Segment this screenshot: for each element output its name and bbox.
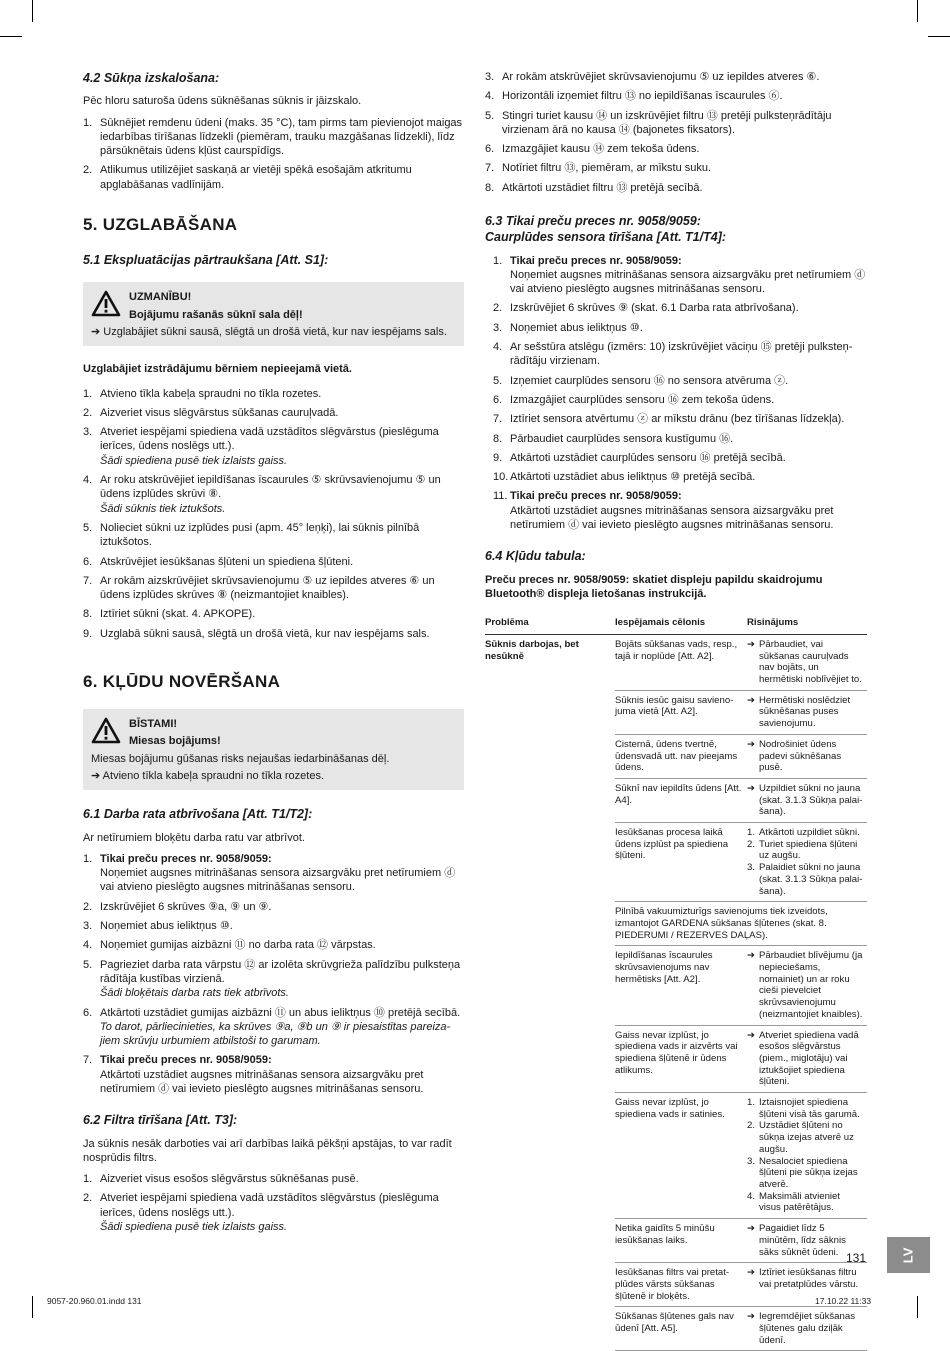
solution-cell <box>747 690 867 734</box>
solution-line <box>747 1311 863 1346</box>
solution-text: Atveriet spiediena vadā esošos slēgvārstus (piem., miglotāju) vai iztukšojiet spiediena šļūteni. <box>759 1029 859 1088</box>
language-tab: LV <box>887 1237 930 1273</box>
step-number: 6. <box>485 143 495 156</box>
step-text <box>510 393 867 407</box>
problem-cell: Sūknis darbojas, bet nesūknē <box>485 638 579 662</box>
step-body: Aizveriet visus esošos slēgvārstus sūknēšanas pusē. <box>100 1173 359 1186</box>
list-item <box>493 321 867 335</box>
step-body: Nolieciet sūkni uz izplūdes pusi (apm. 45° leņķi), lai sūknis pilnībā iztukšotos. <box>100 521 420 549</box>
step-text <box>510 321 867 335</box>
step-result: Šādi spiediena pusē tiek izlaists gaiss. <box>100 454 288 467</box>
list-item <box>83 387 464 401</box>
list-item <box>83 574 464 603</box>
table-header-solution: Risinājums <box>747 617 867 634</box>
solution-cell <box>747 634 867 690</box>
left-column <box>83 70 464 1242</box>
solution-cell <box>747 823 867 902</box>
list-item <box>493 432 867 446</box>
step-body: Izskrūvējiet 6 skrūves ⑨ (skat. 6.1 Darba rata atbrīvošana). <box>510 302 799 315</box>
section-6-3-subtitle: Caurplūdes sensora tīrīšana [Att. T1/T4]: <box>485 230 727 245</box>
page-number: 131 <box>846 1251 867 1265</box>
step-heading: Tikai preču preces nr. 9058/9059: <box>100 852 272 865</box>
solution-line <box>747 695 863 730</box>
step-text <box>100 521 464 550</box>
step-number: 1. <box>83 852 93 865</box>
section-6-2-steps <box>83 1172 464 1234</box>
step-body: Ar sešstūra atslēgu (izmērs: 10) izskrūvējiet vāciņu ⑮ pretēji pulksteņrādītāju virzienam. <box>510 341 853 368</box>
step-text <box>510 489 867 532</box>
crop-mark <box>928 36 950 37</box>
caution-instruction: ➔ Uzglabājiet sūkni sausā, slēgtā un drošā vietā, kur nav iespējams sals. <box>91 325 447 338</box>
section-6-title: 6. KĻŪDU NOVĒRŠANA <box>83 672 281 692</box>
solution-step <box>747 827 863 839</box>
solution-step-text: Iztaisnojiet spiediena šļūteni visā tās garumā. <box>759 1097 860 1120</box>
danger-subtitle: Miesas bojājums! <box>129 735 221 748</box>
solution-text: Nodrošiniet ūdens padevi sūknēšanas pusē. <box>759 738 842 774</box>
list-item <box>493 254 867 297</box>
section-5-1-title: 5.1 Ekspluatācijas pārtraukšana [Att. S1]: <box>83 253 329 268</box>
solution-text: Hermētiski noslēdziet sūknēšanas puses savienojumu. <box>759 694 851 730</box>
cause-cell: Iesūkšanas filtrs vai pretatplūdes vārsts sūkšanas šļūtenē ir bloķēts. <box>615 1263 747 1307</box>
solution-steps <box>747 827 863 897</box>
warning-triangle-icon <box>91 717 121 744</box>
cause-cell: Gaiss nevar izplūst, jo spiediena vads ir aizvērts vai spiediena šļūtenē ir ūdens atlikums. <box>615 1025 747 1093</box>
step-number: 1. <box>83 1173 93 1186</box>
list-item <box>83 938 464 952</box>
solution-line <box>747 1030 863 1089</box>
warning-triangle-icon <box>91 290 121 317</box>
solution-step-number: 4. <box>747 1190 756 1202</box>
step-number: 5. <box>83 521 93 534</box>
list-item <box>493 489 867 532</box>
step-number: 8. <box>83 608 93 621</box>
step-body: Atskrūvējiet iesūkšanas šļūteni un spiediena šļūteni. <box>100 555 354 568</box>
step-body: Atkārtoti uzstādiet augsnes mitrināšanas sensora aizsargvāku pret netīrumiem ⓓ vai ievieto pieslēgto augsnes mitrināšanas sensoru. <box>100 1068 424 1095</box>
section-6-2-steps-continued <box>485 70 867 195</box>
step-number: 2. <box>83 900 93 913</box>
step-number: 1. <box>83 116 93 129</box>
list-item <box>493 470 867 484</box>
step-text <box>502 181 867 195</box>
list-item <box>83 607 464 621</box>
solution-step-number: 3. <box>747 862 756 874</box>
step-number: 2. <box>493 302 503 315</box>
step-text <box>502 89 867 103</box>
step-text <box>100 958 464 1001</box>
caution-box <box>83 282 464 346</box>
arrow-icon: ➔ <box>91 325 101 338</box>
section-6-2-title: 6.2 Filtra tīrīšana [Att. T3]: <box>83 1113 238 1128</box>
solution-cell <box>747 1093 867 1219</box>
step-body: Atvieno tīkla kabeļa spraudni no tīkla rozetes. <box>100 387 322 400</box>
step-number: 3. <box>83 426 93 439</box>
step-text <box>100 852 464 895</box>
list-item <box>83 163 464 192</box>
solution-cell <box>747 1025 867 1093</box>
list-item <box>83 521 464 550</box>
step-number: 7. <box>83 1054 93 1067</box>
solution-line <box>747 1267 863 1290</box>
solution-step-number: 1. <box>747 827 756 839</box>
step-body: Iztīriet sūkni (skat. 4. APKOPE). <box>100 608 256 621</box>
step-body: Noņemiet abus ieliktņus ⑩. <box>510 321 643 334</box>
list-item <box>485 109 867 138</box>
step-number: 1. <box>83 387 93 400</box>
step-text <box>510 374 867 388</box>
step-body: Iztīriet sensora atvērtumu ⓩ ar mīkstu drānu (bez tīrīšanas līdzekļa). <box>510 413 845 426</box>
list-item <box>83 852 464 895</box>
list-item <box>83 555 464 569</box>
list-item <box>485 142 867 156</box>
step-text <box>100 406 464 420</box>
arrow-icon: ➔ <box>747 1029 756 1041</box>
cause-cell: Bojāts sūkšanas vads, resp., tajā ir noplūde [Att. A2]. <box>615 634 747 690</box>
solution-text: Pārbaudiet blīvējumu (ja nepieciešams, nomainiet) un ar roku cieši pievelciet skrūvsavienojumu (neizmantojiet knaibles). <box>759 950 863 1020</box>
footer-date: 17.10.22 11:33 <box>815 1296 872 1306</box>
step-text <box>510 451 867 465</box>
crop-mark <box>0 36 22 37</box>
section-6-1-intro: Ar netīrumiem bloķētu darba ratu var atbrīvot. <box>83 831 305 844</box>
cause-cell: Sūkšanas šļūtenes gals nav ūdenī [Att. A5]. <box>615 1307 747 1351</box>
section-4-2-intro: Pēc hloru saturoša ūdens sūknēšanas sūknis ir jāizskalo. <box>83 95 362 108</box>
step-number: 4. <box>493 341 503 354</box>
list-item <box>83 116 464 159</box>
solution-step-text: Nesalociet spiediena šļūteni pie sūkņa izejas atverē. <box>759 1155 858 1190</box>
step-text <box>100 163 464 192</box>
step-text <box>100 1172 464 1186</box>
child-safety-note: Uzglabājiet izstrādājumu bērniem nepieejamā vietā. <box>83 363 352 376</box>
arrow-icon: ➔ <box>747 738 756 750</box>
step-text <box>100 627 464 641</box>
arrow-icon: ➔ <box>747 950 756 962</box>
arrow-icon: ➔ <box>747 1311 756 1323</box>
solution-step-text: Maksimāli atvieniet visus patērētājus. <box>759 1190 841 1214</box>
step-number: 8. <box>493 432 503 445</box>
solution-step <box>747 1120 863 1155</box>
step-number: 9. <box>493 451 503 464</box>
step-body: Atlikumus utilizējiet saskaņā ar vietēji spēkā esošajām atkritumu apglabāšanas vadlīnijām. <box>100 164 412 191</box>
step-body: Aizveriet visus slēgvārstus sūkšanas cauruļvadā. <box>100 406 339 419</box>
step-heading: Tikai preču preces nr. 9058/9059: <box>100 1054 272 1067</box>
step-number: 7. <box>485 162 495 175</box>
step-body: Ar rokām atskrūvējiet skrūvsavienojumu ⑤ uz iepildes atveres ⑥. <box>502 71 820 83</box>
step-body: Ar rokām aizskrūvējiet skrūvsavienojumu ⑤ uz iepildes atveres ⑥ un ūdens izplūdes skrūves ⑧ (neizmantojiet knaibles). <box>100 574 435 602</box>
solution-text: Iztīriet iesūkšanas filtru vai pretatplūdes vārstu. <box>759 1267 859 1290</box>
solution-step-text: Uzstādiet šļūteni no sūkņa izejas atverē uz augšu. <box>759 1120 854 1155</box>
list-item <box>485 161 867 175</box>
arrow-icon: ➔ <box>91 770 101 782</box>
crop-mark <box>32 1296 33 1318</box>
step-number: 6. <box>493 393 503 406</box>
step-number: 3. <box>83 920 93 933</box>
solution-step <box>747 839 863 862</box>
step-number: 2. <box>83 1192 93 1205</box>
arrow-icon: ➔ <box>747 1223 756 1235</box>
step-number: 5. <box>83 958 93 971</box>
solution-cell <box>747 734 867 778</box>
solution-text: Pārbaudiet, vai sūkšanas cauruļvads nav bojāts, un hermētiski noblīvējiet to. <box>759 638 862 685</box>
step-body: Noņemiet gumijas aizbāzni ⑪ no darba rata ⑫ vārpstas. <box>100 939 376 952</box>
step-body: Horizontāli izņemiet filtru ⑬ no iepildīšanas īscaurules ⑥. <box>502 90 783 103</box>
step-text <box>100 473 464 516</box>
step-text <box>100 387 464 401</box>
step-number: 9. <box>83 627 93 640</box>
step-text <box>502 161 867 175</box>
list-item <box>83 1006 464 1049</box>
section-5-title: 5. UZGLABĀŠANA <box>83 215 238 235</box>
step-body: Atveriet iespējami spiediena vadā uzstādītos slēgvārstus (pieslēguma ierīces, ūdens noslēgs utt.). <box>100 426 439 453</box>
step-heading: Tikai preču preces nr. 9058/9059: <box>510 254 682 267</box>
step-text <box>100 425 464 468</box>
step-text <box>100 607 464 621</box>
step-result: Šādi sūknis tiek iztukšots. <box>100 502 226 515</box>
cause-cell: Gaiss nevar izplūst, jo spiediena vads ir satinies. <box>615 1093 747 1219</box>
step-body: Atkārtoti uzstādiet filtru ⑬ pretējā secībā. <box>502 181 703 194</box>
solution-step-number: 3. <box>747 1155 756 1167</box>
step-body: Izmazgājiet caurplūdes sensoru ⑯ zem tekoša ūdens. <box>510 393 775 406</box>
solution-step-number: 2. <box>747 838 756 850</box>
section-6-3-title: 6.3 Tikai preču preces nr. 9058/9059: <box>485 214 701 229</box>
list-item <box>493 393 867 407</box>
step-text <box>510 301 867 315</box>
section-6-3-steps <box>485 254 867 533</box>
section-6-1-steps <box>83 852 464 1096</box>
step-body: Stingri turiet kausu ⑭ un izskrūvējiet filtru ⑬ pretēji pulksteņrādītāju virzienam ārā no kausa ⑭ (bajonetes fiksators). <box>502 109 832 136</box>
list-item <box>83 425 464 468</box>
step-number: 7. <box>493 413 503 426</box>
error-table <box>485 617 867 1351</box>
step-number: 4. <box>485 90 495 103</box>
step-heading: Tikai preču preces nr. 9058/9059: <box>510 490 682 503</box>
step-body: Atveriet iespējami spiediena vadā uzstādītos slēgvārstus (pieslēguma ierīces, ūdens noslēgs utt.). <box>100 1192 439 1219</box>
solution-cell <box>747 1307 867 1351</box>
caution-title: UZMANĪBU! <box>129 291 192 304</box>
list-item <box>83 1191 464 1234</box>
footer-file-info: 9057-20.960.01.indd 131 <box>47 1296 142 1306</box>
step-body: Ar roku atskrūvējiet iepildīšanas īscaurules ⑤ skrūvsavienojumu ⑤ un ūdens izplūdes skrūvi ⑧. <box>100 474 441 501</box>
step-body: Atkārtoti uzstādiet abus ieliktņus ⑩ pretējā secībā. <box>510 471 756 484</box>
crop-mark <box>917 0 918 22</box>
error-table-body <box>485 634 867 1351</box>
step-body: Atkārtoti uzstādiet gumijas aizbāzni ⑪ un abus ieliktņus ⑩ pretējā secībā. <box>100 1006 461 1019</box>
step-result: Šādi spiediena pusē tiek izlaists gaiss. <box>100 1221 288 1234</box>
step-body: Uzglabā sūkni sausā, slēgtā un drošā vietā, kur nav iespējams sals. <box>100 627 430 640</box>
solution-step-text: Turiet spiediena šļūteni uz augšu. <box>759 838 858 862</box>
step-body: Atkārtoti uzstādiet augsnes mitrināšanas sensora aizsargvāku pret netīrumiem ⓓ vai ievieto pieslēgto augsnes mitrināšanas sensoru. <box>510 504 834 532</box>
danger-text: Miesas bojājumu gūšanas risks nejaušas iedarbināšanas dēļ. <box>91 752 390 765</box>
solution-step-number: 2. <box>747 1120 756 1132</box>
step-text <box>100 1191 464 1234</box>
arrow-icon: ➔ <box>747 782 756 794</box>
solution-line <box>747 739 863 774</box>
solution-line <box>747 639 863 686</box>
section-6-4-title: 6.4 Kļūdu tabula: <box>485 549 586 564</box>
list-item <box>83 627 464 641</box>
list-item <box>493 412 867 426</box>
step-number: 4. <box>83 474 93 487</box>
step-text <box>100 1006 464 1049</box>
step-number: 8. <box>485 181 495 194</box>
section-4-2-steps <box>83 116 464 192</box>
step-number: 3. <box>485 71 495 83</box>
table-note-cell: Pilnībā vakuumizturīgs savienojums tiek izveidots, izmantojot GARDENA sūkšanas šļūtenes (skat. 8. PIEDERUMI / REZERVES DAĻAS). <box>615 902 867 946</box>
step-number: 7. <box>83 574 93 587</box>
solution-step-text: Atkārtoti uzpildiet sūkni. <box>759 827 860 839</box>
list-item <box>493 451 867 465</box>
list-item <box>83 1053 464 1096</box>
list-item <box>83 919 464 933</box>
step-text <box>502 142 867 156</box>
solution-step-text: Palaidiet sūkni no jauna (skat. 3.1.3 Sūkņa palaišana). <box>759 862 863 897</box>
section-4-2-title: 4.2 Sūkņa izskalošana: <box>83 71 220 85</box>
solution-cell <box>747 946 867 1025</box>
solution-steps <box>747 1097 863 1214</box>
solution-text: Iegremdējiet sūkšanas šļūtenes galu dziļāk ūdenī. <box>759 1311 855 1346</box>
list-item <box>83 958 464 1001</box>
step-body: Izmazgājiet kausu ⑭ zem tekoša ūdens. <box>502 143 700 156</box>
step-text <box>100 1053 464 1096</box>
step-text <box>510 470 867 484</box>
step-text <box>510 412 867 426</box>
solution-cell <box>747 778 867 822</box>
step-number: 11. <box>493 490 508 503</box>
step-body: Sūknējiet remdenu ūdeni (maks. 35 °C), tam pirms tam pievienojot maigas iedarbības tīrīšanas līdzekli (piemēram, trauku mazgāšanas līdzekli), līdz pārsūknētais ūdens kļūst caurspīdīgs. <box>100 116 463 158</box>
solution-text: Pagaidiet līdz 5 minūtēm, līdz sāknis sāks sūknēt ūdeni. <box>759 1223 846 1258</box>
caution-subtitle: Bojājumu rašanās sūknī sala dēļ! <box>129 308 303 321</box>
step-number: 2. <box>83 406 93 419</box>
step-text <box>502 70 867 84</box>
step-body: Pārbaudiet caurplūdes sensora kustīgumu ⑯. <box>510 432 734 445</box>
step-number: 3. <box>493 321 503 334</box>
list-item <box>83 1172 464 1186</box>
solution-line <box>747 950 863 1020</box>
list-item <box>83 473 464 516</box>
solution-step <box>747 1156 863 1191</box>
solution-text: Uzpildiet sūkni no jauna (skat. 3.1.3 Sūkņa palaišana). <box>759 782 863 818</box>
step-body: Noņemiet augsnes mitrināšanas sensora aizsargvāku pret netīrumiem ⓓ vai atvieno pieslēgto augsnes mitrināšanas sensoru. <box>510 268 866 296</box>
step-body: Atkārtoti uzstādiet caurplūdes sensoru ⑯ pretējā secībā. <box>510 451 786 464</box>
step-body: Notīriet filtru ⑬, piemēram, ar mīkstu suku. <box>502 162 712 175</box>
step-text <box>100 900 464 914</box>
solution-line <box>747 783 863 818</box>
list-item <box>485 89 867 103</box>
step-text <box>510 254 867 297</box>
list-item <box>485 70 867 84</box>
step-text <box>100 116 464 159</box>
list-item <box>485 181 867 195</box>
solution-step <box>747 1097 863 1120</box>
list-item <box>493 301 867 315</box>
table-row <box>485 634 867 690</box>
step-result: To darot, pārliecinieties, ka skrūves ⑨a, ⑨b un ⑨ ir piesaistītas pareizajiem skrūvju urbumiem atbilstoši to garumam. <box>100 1020 451 1048</box>
cause-cell: Sūknī nav iepildīts ūdens [Att. A4]. <box>615 778 747 822</box>
arrow-icon: ➔ <box>747 694 756 706</box>
step-text <box>502 109 867 138</box>
danger-instruction: ➔ Atvieno tīkla kabeļa spraudni no tīkla rozetes. <box>91 770 325 782</box>
step-number: 4. <box>83 939 93 952</box>
cause-cell: Iepildīšanas īscaurules skrūvsavienojums nav hermētisks [Att. A2]. <box>615 946 747 1025</box>
solution-step <box>747 862 863 897</box>
step-text <box>100 574 464 603</box>
step-text <box>100 919 464 933</box>
solution-step-number: 1. <box>747 1097 756 1109</box>
table-header-problem: Problēma <box>485 617 615 634</box>
list-item <box>493 340 867 369</box>
section-6-1-title: 6.1 Darba rata atbrīvošana [Att. T1/T2]: <box>83 807 313 822</box>
bluetooth-note: Preču preces nr. 9058/9059: skatiet displeju papildu skaidrojumu Bluetooth® displeja lietošanas instrukcijā. <box>485 573 823 600</box>
step-number: 1. <box>493 254 503 267</box>
step-number: 2. <box>83 164 93 177</box>
step-number: 10. <box>493 471 509 484</box>
step-body: Pagrieziet darba rata vārpstu ⑫ ar izolēta skrūvgrieža palīdzību pulksteņa rādītāja kustības virzienā. <box>100 958 461 985</box>
section-6-2-intro: Ja sūknis nesāk darboties vai arī darbības laikā pēkšņi apstājas, to var radīt nosprūdis filtrs. <box>83 1137 452 1164</box>
cause-cell: Sūknis iesūc gaisu savienojuma vietā [Att. A2]. <box>615 690 747 734</box>
step-number: 5. <box>493 374 503 387</box>
list-item <box>83 900 464 914</box>
section-5-1-steps <box>83 387 464 641</box>
arrow-icon: ➔ <box>747 1267 756 1279</box>
crop-mark <box>32 0 33 22</box>
right-column <box>485 70 867 1351</box>
step-text <box>100 938 464 952</box>
cause-cell: Netika gaidīts 5 minūšu iesūkšanas laiks. <box>615 1219 747 1263</box>
step-body: Noņemiet augsnes mitrināšanas sensora aizsargvāku pret netīrumiem ⓓ vai atvieno pieslēgto augsnes mitrināšanas sensoru. <box>100 867 456 894</box>
step-text <box>510 432 867 446</box>
step-text <box>510 340 867 369</box>
arrow-icon: ➔ <box>747 638 756 650</box>
table-header-cause: Iespējamais cēlonis <box>615 617 747 634</box>
step-result: Šādi bloķētais darba rats tiek atbrīvots. <box>100 987 289 1000</box>
crop-mark <box>917 1296 918 1318</box>
step-body: Izskrūvējiet 6 skrūves ⑨a, ⑨ un ⑨. <box>100 900 272 913</box>
danger-title: BĪSTAMI! <box>129 718 178 731</box>
danger-box <box>83 709 464 790</box>
solution-step <box>747 1191 863 1214</box>
step-body: Izņemiet caurplūdes sensoru ⑯ no sensora atvēruma ⓩ. <box>510 374 789 387</box>
step-body: Noņemiet abus ieliktņus ⑩. <box>100 920 233 933</box>
list-item <box>493 374 867 388</box>
step-number: 6. <box>83 1006 93 1019</box>
step-number: 6. <box>83 555 93 568</box>
cause-cell: Cisternā, ūdens tvertnē, ūdensvadā utt. nav pieejams ūdens. <box>615 734 747 778</box>
step-number: 5. <box>485 109 495 122</box>
cause-cell: Iesūkšanas procesa laikā ūdens izplūst pa spiediena šļūteni. <box>615 823 747 902</box>
step-text <box>100 555 464 569</box>
list-item <box>83 406 464 420</box>
